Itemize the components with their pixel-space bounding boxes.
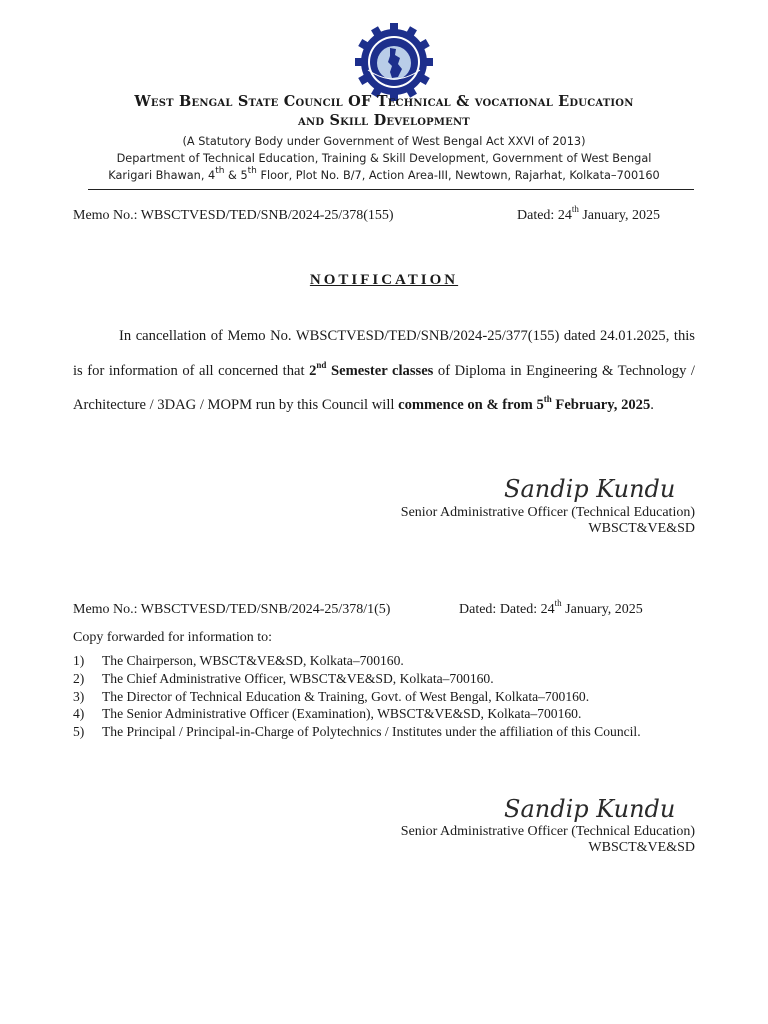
list-item: 2) The Chief Administrative Officer, WBSCT&VE&SD, Kolkata–700160.: [73, 670, 494, 686]
org-name-line2: and Skill Development: [298, 112, 470, 129]
list-item: 4) The Senior Administrative Officer (Examination), WBSCT&VE&SD, Kolkata–700160.: [73, 706, 582, 722]
org-name-line1: West Bengal State Council OF Technical & vocational Education: [134, 93, 634, 110]
list-item: 3) The Director of Technical Education & Training, Govt. of West Bengal, Kolkata–700160.: [73, 688, 590, 704]
department-line: Department of Technical Education, Training & Skill Development, Government of West Bengal: [116, 152, 652, 165]
address-line: Karigari Bhawan, 4th & 5th Floor, Plot No. B/7, Action Area-III, Newtown, Rajarhat, Kolkata–700160: [108, 166, 660, 182]
signatory-org-copy: WBSCT&VE&SD: [588, 840, 695, 855]
signatory-designation-copy: Senior Administrative Officer (Technical Education): [400, 824, 695, 839]
notification-title: NOTIFICATION: [309, 272, 459, 288]
copy-recipient-list: [73, 653, 695, 742]
signature-text: Sandip Kundu: [504, 475, 676, 503]
notification-body: In cancellation of Memo No. WBSCTVESD/TED/SNB/2024-25/377(155) dated 24.01.2025, this is for information of all concerned that 2nd Semester classes of Diploma in Engineering & Technology / Architecture / 3DAG / MOPM run by this Council will commence on & from 5th February, 2025.: [73, 328, 695, 413]
signatory-designation: Senior Administrative Officer (Technical Education): [400, 505, 695, 520]
memo-date-copy: Dated: Dated: 24th January, 2025: [459, 598, 643, 617]
list-item: 5) The Principal / Principal-in-Charge of Polytechnics / Institutes under the affiliation of this Council.: [73, 724, 641, 740]
memo-number: Memo No.: WBSCTVESD/TED/SNB/2024-25/378(155): [73, 208, 394, 223]
letterhead-rule: [88, 189, 694, 190]
memo-date: Dated: 24th January, 2025: [517, 204, 660, 223]
council-logo-icon: [354, 22, 434, 102]
signature-image: [500, 472, 695, 506]
signatory-org: WBSCT&VE&SD: [588, 521, 695, 536]
statutory-line: (A Statutory Body under Government of West Bengal Act XXVI of 2013): [182, 135, 586, 148]
list-item: 1) The Chairperson, WBSCT&VE&SD, Kolkata–700160.: [73, 653, 404, 668]
signature-image-copy: [500, 792, 695, 826]
memo-number-copy: Memo No.: WBSCTVESD/TED/SNB/2024-25/378/1(5): [73, 602, 391, 617]
signature-text: Sandip Kundu: [504, 795, 676, 823]
copy-forward-lead: Copy forwarded for information to:: [73, 630, 273, 645]
